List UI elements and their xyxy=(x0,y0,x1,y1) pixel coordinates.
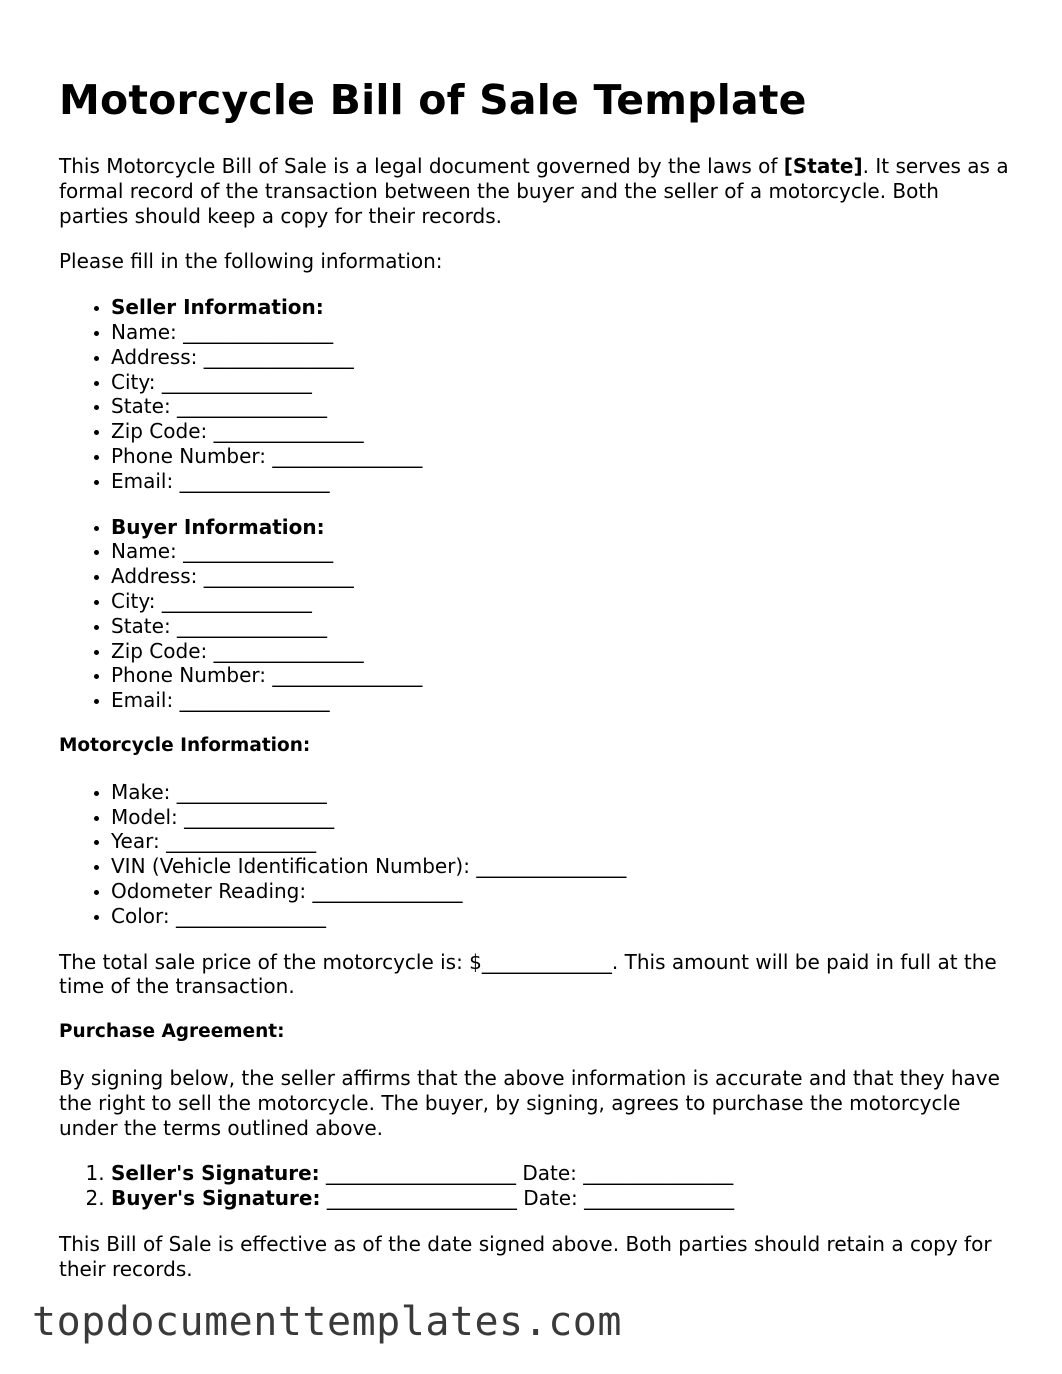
seller-info-list xyxy=(59,295,1009,493)
seller-signature-blanks: ___________________ Date: _______________ xyxy=(319,1161,734,1186)
purchase-agreement-text: By signing below, the seller affirms that the above information is accurate and that they have the right to sell the motorcycle. The buyer, by signing, agrees to purchase the motorcycle under the terms outlined above. xyxy=(59,1065,1000,1140)
signature-list xyxy=(59,1161,1009,1211)
state-placeholder: [State] xyxy=(783,154,863,178)
fill-prompt: Please fill in the following information: xyxy=(59,249,443,274)
intro-text-before: This Motorcycle Bill of Sale is a legal document governed by the laws of xyxy=(59,154,784,178)
buyer-phone-field: • Phone Number: _______________ xyxy=(111,663,1009,688)
buyer-zip-field: • Zip Code: _______________ xyxy=(111,639,1009,664)
buyer-info-list xyxy=(59,515,1009,713)
document xyxy=(59,72,1009,1302)
seller-info-heading: • Seller Information: xyxy=(111,295,1009,320)
motorcycle-info-list xyxy=(59,780,1009,929)
seller-name-field: • Name: _______________ xyxy=(111,320,1009,345)
buyer-email-field: • Email: _______________ xyxy=(111,688,1009,713)
seller-phone-field: • Phone Number: _______________ xyxy=(111,444,1009,469)
buyer-city-field: • City: _______________ xyxy=(111,589,1009,614)
buyer-signature-blanks: ___________________ Date: _______________ xyxy=(320,1186,735,1211)
page-title: Motorcycle Bill of Sale Template xyxy=(59,76,807,124)
intro-text-after: . It serves as a formal record of the transaction between the buyer and the seller of a motorcycle. Both parties should keep a copy for their records. xyxy=(59,154,1009,228)
seller-address-field: • Address: _______________ xyxy=(111,345,1009,370)
purchase-agreement-heading: Purchase Agreement: xyxy=(59,1021,285,1043)
sale-price-paragraph: The total sale price of the motorcycle is: $_____________. This amount will be paid in full at the time of the transaction. xyxy=(59,949,997,999)
buyer-info-heading: • Buyer Information: xyxy=(111,515,1009,540)
buyer-signature-label: Buyer's Signature: xyxy=(111,1186,321,1211)
motorcycle-odometer-field: • Odometer Reading: _______________ xyxy=(111,879,1009,904)
motorcycle-make-field: • Make: _______________ xyxy=(111,780,1009,805)
motorcycle-info-heading: Motorcycle Information: xyxy=(59,734,311,756)
seller-signature-label: Seller's Signature: xyxy=(111,1161,320,1186)
seller-state-field: • State: _______________ xyxy=(111,394,1009,419)
buyer-address-field: • Address: _______________ xyxy=(111,564,1009,589)
motorcycle-color-field: • Color: _______________ xyxy=(111,904,1009,929)
closing-paragraph: This Bill of Sale is effective as of the date signed above. Both parties should retain a copy for their records. xyxy=(59,1231,992,1281)
motorcycle-year-field: • Year: _______________ xyxy=(111,829,1009,854)
intro-paragraph xyxy=(59,154,1009,228)
motorcycle-model-field: • Model: _______________ xyxy=(111,805,1009,830)
seller-email-field: • Email: _______________ xyxy=(111,469,1009,494)
buyer-name-field: • Name: _______________ xyxy=(111,539,1009,564)
motorcycle-vin-field: • VIN (Vehicle Identification Number): _______________ xyxy=(111,854,1009,879)
buyer-state-field: • State: _______________ xyxy=(111,614,1009,639)
watermark-text: topdocumenttemplates.com xyxy=(32,1299,622,1345)
seller-zip-field: • Zip Code: _______________ xyxy=(111,419,1009,444)
seller-signature-line xyxy=(111,1161,1009,1186)
seller-city-field: • City: _______________ xyxy=(111,370,1009,395)
buyer-signature-line xyxy=(111,1186,1009,1211)
